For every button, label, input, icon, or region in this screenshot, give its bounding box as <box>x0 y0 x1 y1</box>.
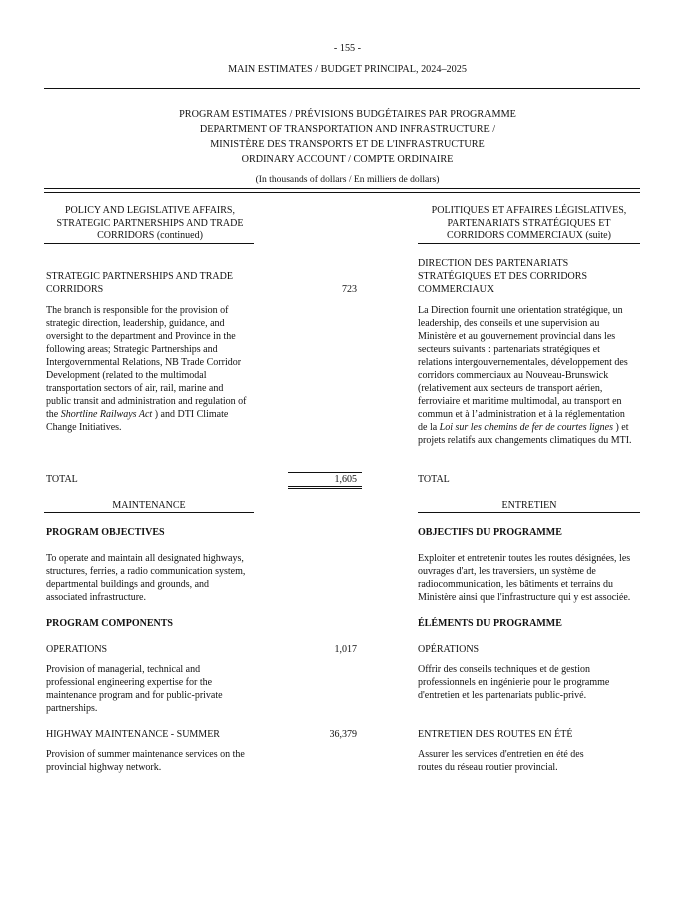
page-number: - 155 - <box>333 43 362 54</box>
document-title: MAIN ESTIMATES / BUDGET PRINCIPAL, 2024–2025 <box>228 64 467 75</box>
header-line-2: DEPARTMENT OF TRANSPORTATION AND INFRASTRUCTURE / <box>199 124 496 135</box>
header-rule <box>44 88 640 89</box>
maintenance-heading-en: MAINTENANCE <box>112 500 186 511</box>
header-line-4: ORDINARY ACCOUNT / COMPTE ORDINAIRE <box>241 154 454 165</box>
double-rule-top <box>44 188 640 189</box>
strategic-label-en: STRATEGIC PARTNERSHIPS AND TRADE CORRIDORS <box>46 271 233 295</box>
total-label-en: TOTAL <box>46 474 78 485</box>
summer-amount: 36,379 <box>329 729 357 740</box>
objectives-heading-en: PROGRAM OBJECTIVES <box>46 527 165 538</box>
maintenance-heading-en-rule <box>44 512 254 513</box>
units-note: (In thousands of dollars / En milliers de dollars) <box>255 174 440 185</box>
total-rule-bottom-1 <box>288 486 362 487</box>
total-rule-bottom-2 <box>288 488 362 489</box>
summer-label-en: HIGHWAY MAINTENANCE - SUMMER <box>46 729 220 740</box>
components-heading-fr: ÉLÉMENTS DU PROGRAMME <box>418 618 562 629</box>
section-heading-en: POLICY AND LEGISLATIVE AFFAIRS, STRATEGIC PARTNERSHIPS AND TRADE CORRIDORS (continued) <box>56 205 244 241</box>
operations-label-fr: OPÉRATIONS <box>418 644 480 655</box>
header-line-3: MINISTÈRE DES TRANSPORTS ET DE L'INFRASTRUCTURE <box>210 139 485 150</box>
operations-description-en: Provision of managerial, technical and professional engineering expertise for the maintenance program and for public-private partnerships. <box>46 664 223 714</box>
header-line-1: PROGRAM ESTIMATES / PRÉVISIONS BUDGÉTAIRES PAR PROGRAMME <box>179 109 516 120</box>
strategic-description-fr: La Direction fournit une orientation stratégique, un leadership, des conseils et une supervision au Ministère et au gouvernement provincial dans les secteurs suivants : partenariats stratégiques et relations intergouvernementales, développement des corridors commerciaux au Nouveau-Brunswick (relativement aux secteurs de transport aérien, ferroviaire et maritime multimodal, au transport en commun et à l’administration et à la réglementation de la Loi sur les chemins de fer de courtes lignes ) et projets relatifs aux changements climatiques du MTI. <box>418 305 632 446</box>
strategic-description-en: The branch is responsible for the provision of strategic direction, leadership, guidance, and oversight to the department and Province in the following areas; Strategic Partnerships and Intergovernmental Relations, NB Trade Corridor Development (related to the multimodal transportation sectors of air, rail, marine and public transit and administration and regulation of the Shortline Railways Act ) and DTI Climate Change Initiatives. <box>46 305 247 433</box>
act-title: Shortline Railways Act <box>60 409 153 420</box>
strategic-amount: 723 <box>342 284 357 295</box>
section-heading-en-rule <box>44 243 254 244</box>
objectives-text-fr: Exploiter et entretenir toutes les routes désignées, les ouvrages d'art, les traversiers, un système de radiocommunication, les bâtiments et terrains du Ministère ainsi que l'infrastructure qui y est associée. <box>418 553 631 603</box>
section-heading-fr: POLITIQUES ET AFFAIRES LÉGISLATIVES, PARTENARIATS STRATÉGIQUES ET CORRIDORS COMMERCIAUX (suite) <box>431 205 627 241</box>
strategic-label-fr: DIRECTION DES PARTENARIATS STRATÉGIQUES ET DES CORRIDORS COMMERCIAUX <box>418 258 587 295</box>
double-rule-bottom <box>44 192 640 193</box>
maintenance-heading-fr: ENTRETIEN <box>501 500 557 511</box>
loi-title: Loi sur les chemins de fer de courtes lignes <box>439 422 613 433</box>
total-amount: 1,605 <box>334 474 357 485</box>
objectives-heading-fr: OBJECTIFS DU PROGRAMME <box>418 527 562 538</box>
summer-label-fr: ENTRETIEN DES ROUTES EN ÉTÉ <box>418 729 573 740</box>
summer-description-fr: Assurer les services d'entretien en été des routes du réseau routier provincial. <box>418 749 584 773</box>
components-heading-en: PROGRAM COMPONENTS <box>46 618 173 629</box>
operations-label-en: OPERATIONS <box>46 644 108 655</box>
total-label-fr: TOTAL <box>418 474 450 485</box>
maintenance-heading-fr-rule <box>418 512 640 513</box>
objectives-text-en: To operate and maintain all designated highways, structures, ferries, a radio communication system, departmental buildings and grounds, and associated infrastructure. <box>46 553 246 603</box>
summer-description-en: Provision of summer maintenance services on the provincial highway network. <box>46 749 245 773</box>
section-heading-fr-rule <box>418 243 640 244</box>
operations-description-fr: Offrir des conseils techniques et de gestion professionnels en ingénierie pour le programme d'entretien et les partenariats public-privé. <box>418 664 610 701</box>
operations-amount: 1,017 <box>334 644 357 655</box>
